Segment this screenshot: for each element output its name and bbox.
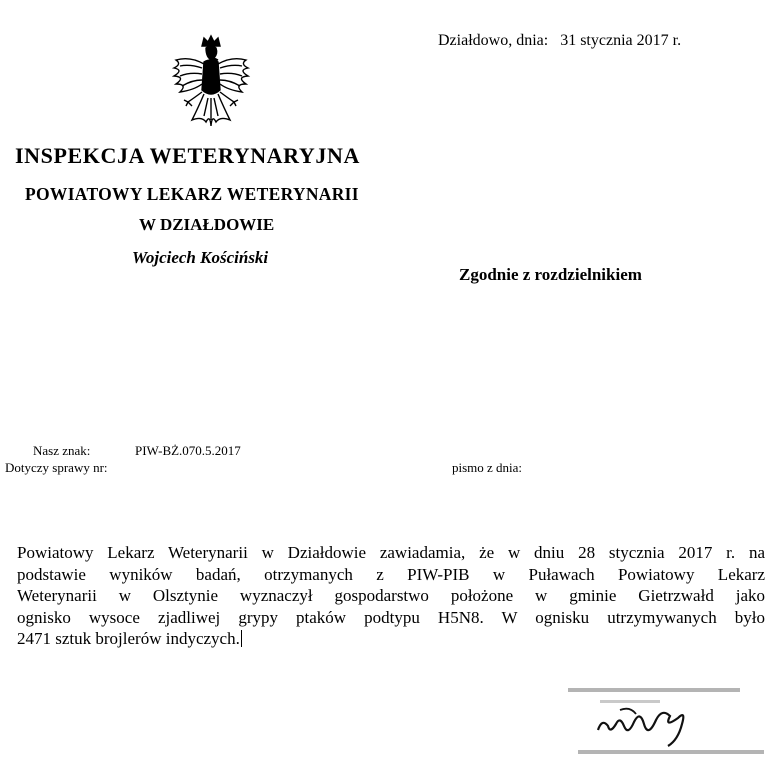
our-sign-label: Nasz znak: <box>33 443 91 458</box>
eagle-emblem-icon <box>168 32 254 132</box>
officer-name: Wojciech Kościński <box>132 248 269 267</box>
body-line-last <box>17 628 765 650</box>
notice-body <box>17 542 765 650</box>
letter-date: 31 stycznia 2017 r. <box>560 32 682 49</box>
text-caret <box>241 630 242 647</box>
institution-location: W DZIAŁDOWIE <box>139 215 275 234</box>
officer-title: POWIATOWY LEKARZ WETERYNARII <box>25 184 359 204</box>
body-line: 2471 sztuk brojlerów indyczych. <box>17 629 240 648</box>
recipient-line: Zgodnie z rozdzielnikiem <box>459 265 642 284</box>
signature-stamp <box>560 680 765 768</box>
body-line: podstawie wyników badań, otrzymanych z PIW-PIB w Puławach Powiatowy Lekarz <box>17 564 765 584</box>
body-line: Powiatowy Lekarz Weterynarii w Działdowie zawiadamia, że w dniu 28 stycznia 2017 r. na <box>17 543 765 562</box>
place-and-date <box>438 32 681 50</box>
letter-date-label: pismo z dnia: <box>452 460 523 475</box>
our-sign-value: PIW-BŻ.070.5.2017 <box>135 443 241 458</box>
institution-name: INSPEKCJA WETERYNARYJNA <box>15 143 360 168</box>
body-line: Weterynarii w Olsztynie wyznaczył gospodarstwo położone w gminie Gietrzwałd jako <box>17 586 765 605</box>
case-number-label: Dotyczy sprawy nr: <box>5 460 108 475</box>
place-date-label: Działdowo, dnia: <box>438 32 549 49</box>
body-line: ognisko wysoce zjadliwej grypy ptaków podtypu H5N8. W ognisku utrzymywanych było <box>17 607 765 627</box>
